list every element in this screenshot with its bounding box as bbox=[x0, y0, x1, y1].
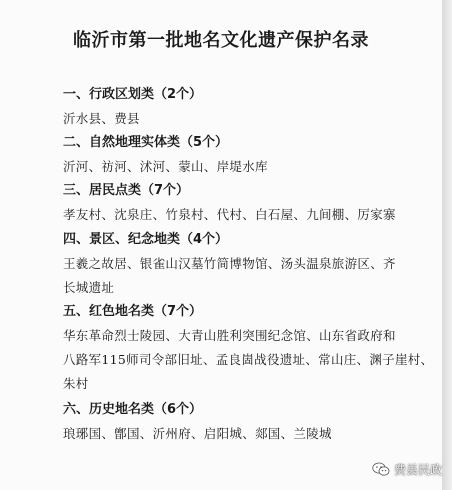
section-1-line-1: 沂水县、费县 bbox=[63, 111, 140, 126]
section-4-line-2: 长城遗址 bbox=[63, 280, 115, 295]
watermark bbox=[372, 461, 442, 478]
section-heading-3: 三、居民点类（7个） bbox=[63, 183, 190, 198]
document-title: 临沂市第一批地名文化遗产保护名录 bbox=[73, 30, 369, 51]
watermark-text: 费县民政 bbox=[393, 463, 442, 477]
wechat-icon bbox=[372, 462, 390, 477]
section-3-line-1: 孝友村、沈泉庄、竹泉村、代村、白石屋、九间棚、厉家寨 bbox=[63, 207, 396, 222]
section-2-line-1: 沂河、祊河、沭河、蒙山、岸堤水库 bbox=[63, 159, 268, 174]
section-5-line-2: 八路军115师司令部旧址、孟良崮战役遗址、常山庄、渊子崖村、 bbox=[63, 352, 434, 367]
section-5-line-1: 华东革命烈士陵园、大青山胜利突围纪念馆、山东省政府和 bbox=[63, 328, 396, 343]
section-heading-4: 四、景区、纪念地类（4个） bbox=[63, 232, 229, 247]
section-heading-5: 五、红色地名类（7个） bbox=[63, 304, 203, 319]
section-5-line-3: 朱村 bbox=[63, 376, 89, 391]
section-heading-1: 一、行政区划类（2个） bbox=[63, 87, 203, 102]
section-6-line-1: 琅琊国、鄫国、沂州府、启阳城、郯国、兰陵城 bbox=[63, 426, 332, 441]
section-heading-6: 六、历史地名类（6个） bbox=[63, 402, 203, 417]
section-4-line-1: 王羲之故居、银雀山汉墓竹简博物馆、汤头温泉旅游区、齐 bbox=[63, 256, 396, 271]
scan-edge bbox=[442, 0, 452, 490]
section-heading-2: 二、自然地理实体类（5个） bbox=[63, 135, 229, 150]
